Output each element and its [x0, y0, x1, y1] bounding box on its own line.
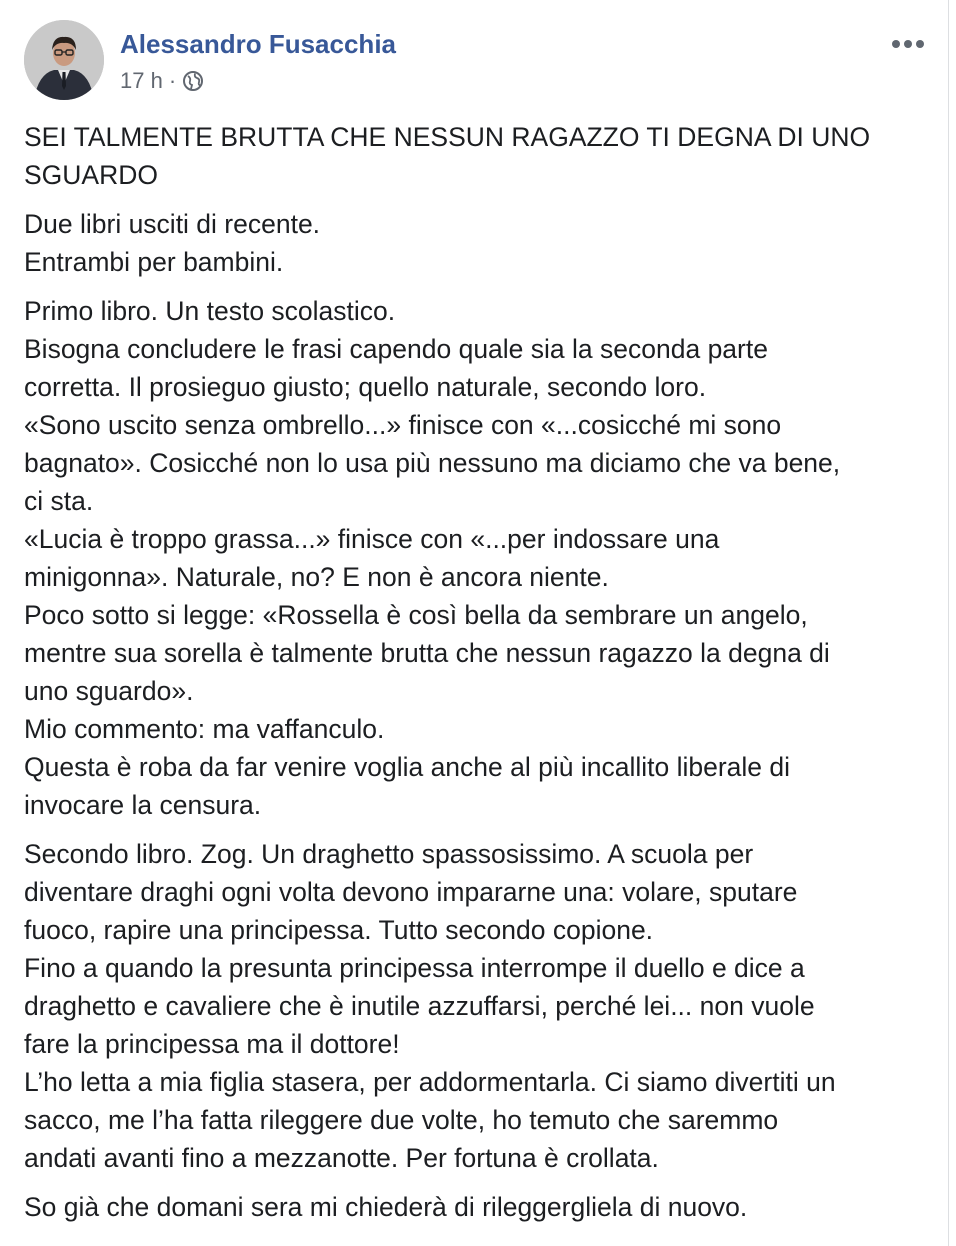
post-text-line: corretta. Il prosieguo giusto; quello naturale, secondo loro.	[24, 372, 707, 402]
post-text-line: minigonna». Naturale, no? E non è ancora niente.	[24, 562, 609, 592]
post-text-line: Secondo libro. Zog. Un draghetto spassosissimo. A scuola per	[24, 839, 754, 869]
avatar[interactable]	[24, 20, 104, 100]
author-name[interactable]: Alessandro Fusacchia	[120, 29, 396, 59]
post-text-line: draghetto e cavaliere che è inutile azzuffarsi, perché lei... non vuole	[24, 991, 815, 1021]
post-meta	[120, 66, 204, 96]
meta-separator: ·	[168, 68, 177, 93]
post-paragraph	[24, 292, 929, 824]
post-text-line: Primo libro. Un testo scolastico.	[24, 296, 396, 326]
post-text-line: diventare draghi ogni volta devono impararne una: volare, sputare	[24, 877, 798, 907]
more-dot	[904, 40, 912, 48]
post-text-line: «Sono uscito senza ombrello...» finisce con «...cosicché mi sono	[24, 410, 782, 440]
post-paragraph	[24, 118, 929, 194]
post-text-line: Poco sotto si legge: «Rossella è così bella da sembrare un angelo,	[24, 600, 808, 630]
post-text-line: invocare la censura.	[24, 790, 262, 820]
post-timestamp[interactable]: 17 h	[120, 68, 163, 93]
post-text-line: Due libri usciti di recente.	[24, 209, 321, 239]
post-text-line: Mio commento: ma vaffanculo.	[24, 714, 385, 744]
post-paragraph	[24, 1188, 929, 1226]
more-dot	[892, 40, 900, 48]
post-text-line: fuoco, rapire una principessa. Tutto secondo copione.	[24, 915, 654, 945]
globe-icon[interactable]	[182, 70, 204, 92]
post-header	[24, 20, 928, 104]
post-text-line: L’ho letta a mia figlia stasera, per addormentarla. Ci siamo divertiti un	[24, 1067, 836, 1097]
post-paragraph	[24, 205, 929, 281]
post-text-line: bagnato». Cosicché non lo usa più nessuno ma diciamo che va bene,	[24, 448, 841, 478]
post-text-line: ci sta.	[24, 486, 94, 516]
post-text	[24, 118, 929, 1237]
post-text-line: fare la principessa ma il dottore!	[24, 1029, 400, 1059]
post-text-line: uno sguardo».	[24, 676, 194, 706]
post-text-line: sacco, me l’ha fatta rileggere due volte, ho temuto che saremmo	[24, 1105, 779, 1135]
post-text-line: mentre sua sorella è talmente brutta che nessun ragazzo la degna di	[24, 638, 830, 668]
more-options-icon[interactable]	[888, 30, 928, 58]
post-text-line: SEI TALMENTE BRUTTA CHE NESSUN RAGAZZO TI DEGNA DI UNO	[24, 122, 871, 152]
post-text-line: andati avanti fino a mezzanotte. Per fortuna è crollata.	[24, 1143, 659, 1173]
post-text-line: Fino a quando la presunta principessa interrompe il duello e dice a	[24, 953, 805, 983]
avatar-photo	[24, 20, 104, 100]
post-text-line: SGUARDO	[24, 160, 158, 190]
post-text-line: Entrambi per bambini.	[24, 247, 284, 277]
post-text-line: Questa è roba da far venire voglia anche al più incallito liberale di	[24, 752, 791, 782]
post-text-line: So già che domani sera mi chiederà di rileggergliela di nuovo.	[24, 1192, 748, 1222]
post-paragraph	[24, 835, 929, 1177]
post-text-line: Bisogna concludere le frasi capendo quale sia la seconda parte	[24, 334, 768, 364]
post-text-line: «Lucia è troppo grassa...» finisce con «...per indossare una	[24, 524, 720, 554]
more-dot	[916, 40, 924, 48]
